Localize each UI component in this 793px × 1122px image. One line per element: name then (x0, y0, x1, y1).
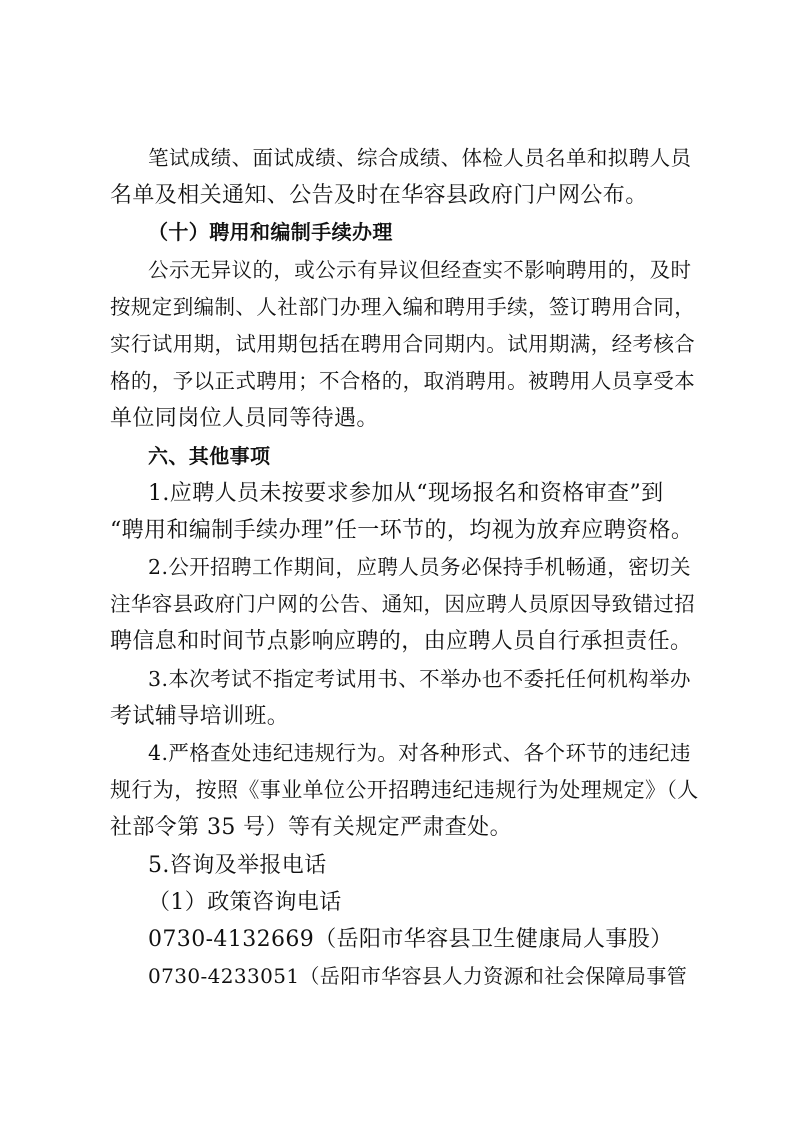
contact-phone-line: 0730-4132669（岳阳市华容县卫生健康局人事股） (148, 926, 673, 952)
paragraph-line: 规行为，按照《事业单位公开招聘违纪违规行为处理规定》（人 (110, 778, 699, 803)
paragraph-line: 按规定到编制、人社部门办理入编和聘用手续，签订聘用合同， (110, 294, 696, 319)
paragraph-line: 社部令第 35 号）等有关规定严肃查处。 (110, 815, 512, 841)
section-heading: （十）聘用和编制手续办理 (148, 220, 393, 245)
paragraph-line: 公示无异议的，或公示有异议但经查实不影响聘用的，及时 (148, 257, 692, 282)
paragraph-line: 2.公开招聘工作期间，应聘人员务必保持手机畅通，密切关 (148, 555, 691, 580)
paragraph-line: （1）政策咨询电话 (148, 889, 342, 915)
paragraph-line: 3.本次考试不指定考试用书、不举办也不委托任何机构举办 (148, 666, 691, 691)
paragraph-line: 名单及相关通知、公告及时在华容县政府门户网公布。 (110, 183, 648, 209)
paragraph-line: “聘用和编制手续办理”任一环节的，均视为放弃应聘资格。 (110, 517, 694, 543)
paragraph-line: 5.咨询及举报电话 (148, 852, 327, 878)
paragraph-line: 聘信息和时间节点影响应聘的，由应聘人员自行承担责任。 (110, 629, 693, 655)
paragraph-line: 格的，予以正式聘用；不合格的，取消聘用。被聘用人员享受本 (110, 369, 696, 394)
paragraph-line: 注华容县政府门户网的公告、通知，因应聘人员原因导致错过招 (110, 592, 696, 617)
paragraph-line: 考试辅导培训班。 (110, 703, 290, 729)
document-body (110, 140, 700, 995)
paragraph-line: 实行试用期，试用期包括在聘用合同期内。试用期满，经考核合 (110, 331, 696, 356)
paragraph-line: 单位同岗位人员同等待遇。 (110, 406, 379, 432)
paragraph-line: 1.应聘人员未按要求参加从“现场报名和资格审查”到 (148, 480, 664, 506)
section-heading: 六、其他事项 (148, 443, 271, 468)
contact-phone-line: 0730-4233051（岳阳市华容县人力资源和社会保障局事管 (148, 964, 688, 989)
paragraph-line: 4.严格查处违纪违规行为。对各种形式、各个环节的违纪违 (148, 741, 691, 765)
paragraph-line: 笔试成绩、面试成绩、综合成绩、体检人员名单和拟聘人员 (148, 146, 692, 170)
